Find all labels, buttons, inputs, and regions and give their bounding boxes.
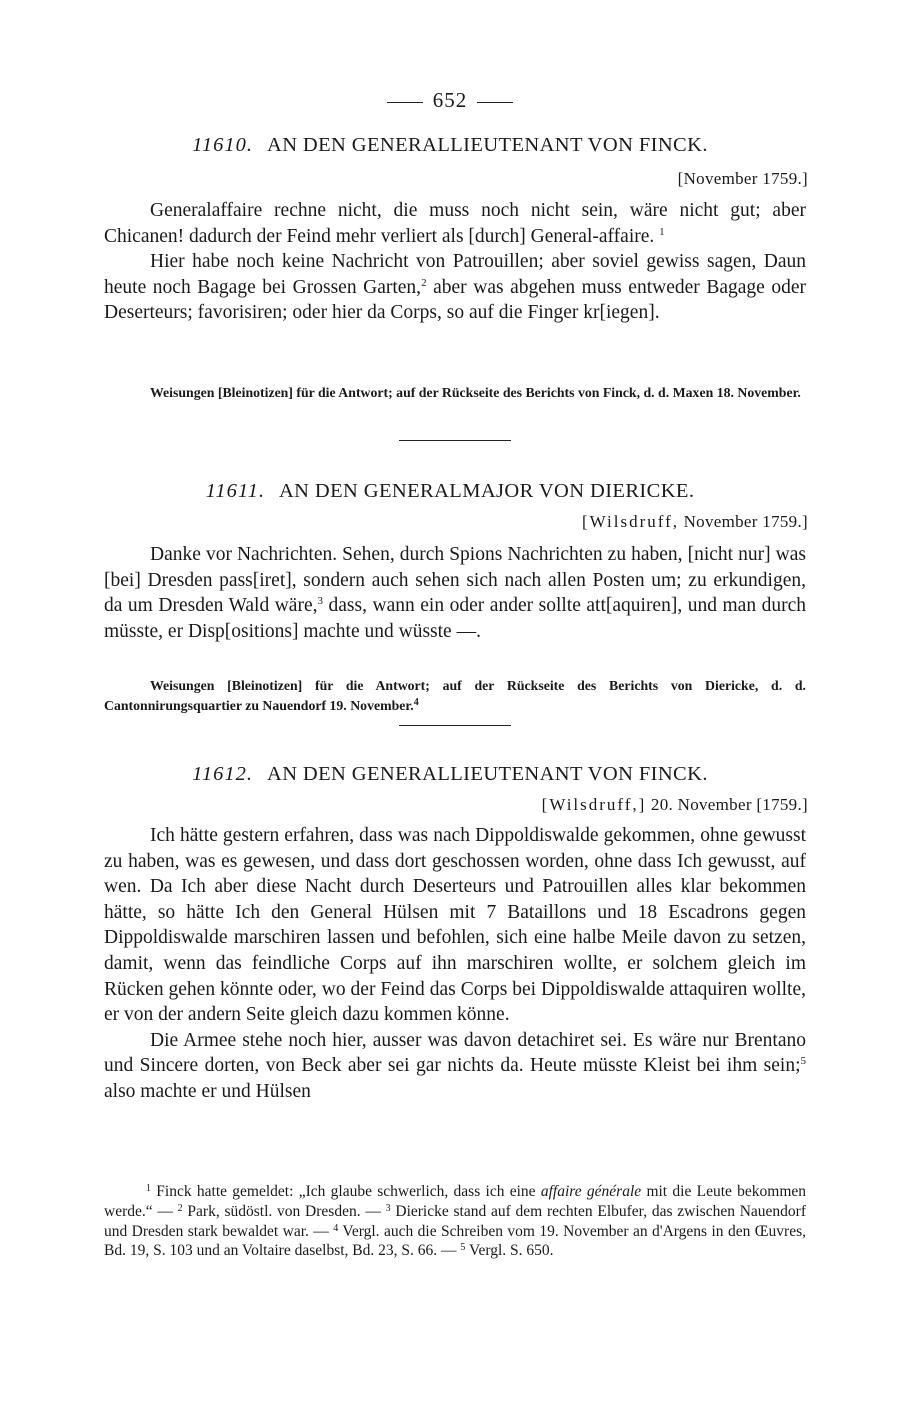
- footnote-italic: affaire générale: [540, 1183, 642, 1200]
- letter-body-11612: [104, 823, 806, 1105]
- footnote-text: Finck hatte gemeldet: „Ich glaube schwerlich, dass ich eine: [156, 1183, 536, 1200]
- footnote-text: Vergl. auch die Schreiben vom 19. November an d'Argens in den Œuvres, Bd. 19, S. 103 und an Voltaire daselbst, Bd. 23, S. 66. —: [104, 1222, 806, 1260]
- footnote-mark: 5: [800, 1055, 806, 1068]
- letter-body-11611: [104, 542, 806, 644]
- letter-number: 11612.: [192, 763, 253, 785]
- footnote-number: 3: [385, 1202, 391, 1214]
- footnote-number: 5: [460, 1242, 466, 1254]
- paragraph-text: Hier habe noch keine Nachricht von Patrouillen; aber soviel gewiss sagen, Daun heute noch Bagage bei Grossen Garten,: [104, 251, 806, 298]
- letter-heading-11612: [0, 763, 900, 786]
- dateline-11610: [November 1759.]: [677, 169, 808, 188]
- letter-number: 11610.: [192, 134, 253, 156]
- dateline-place: [Wilsdruff,: [582, 512, 680, 531]
- footnote-text: Park, südöstl. von Dresden. —: [187, 1202, 381, 1220]
- footnote-mark: 4: [413, 697, 419, 708]
- paragraph-text: aber was abgehen muss entweder Bagage oder Deserteurs; favorisiren; oder hier da Corps, so auf die Finger kr[iegen].: [104, 276, 806, 324]
- paragraph: [104, 249, 806, 326]
- letter-body-11610: [104, 198, 806, 326]
- note-text: Weisungen [Bleinotizen] für die Antwort; auf der Rückseite des Berichts von Finck, d. d. Maxen 18. November.: [150, 385, 801, 400]
- footnote-text: mit die Leute bekommen werde.“ —: [104, 1183, 807, 1220]
- paragraph-text: Danke vor Nachrichten. Sehen, durch Spions Nachrichten zu haben, [nicht nur] was [bei] Dresden pass[iret], sondern auch sehen sich nach allen Posten um; zu erkundigen, da um Dresden Wald wäre,: [104, 544, 806, 617]
- dateline-11612: [542, 795, 808, 815]
- section-rule: [399, 725, 511, 726]
- footnote-mark: 1: [659, 225, 665, 238]
- letter-title: AN DEN GENERALLIEUTENANT VON FINCK.: [267, 134, 708, 156]
- section-rule: [399, 440, 511, 441]
- dash-left: [387, 102, 423, 103]
- footnote-text: Vergl. S. 650.: [468, 1242, 554, 1260]
- dash-right: [477, 102, 513, 103]
- footnote-number: 1: [146, 1183, 151, 1194]
- paragraph-text: dass, wann ein oder ander sollte att[aquiren], und man durch müsste, er Disp[ositions] machte und wüsste —.: [104, 595, 807, 642]
- paragraph: [104, 542, 806, 644]
- footnote-mark: 3: [317, 595, 323, 608]
- footnote-number: 4: [333, 1222, 339, 1234]
- dateline-place: [Wilsdruff,]: [541, 795, 647, 814]
- paragraph: Ich hätte gestern erfahren, dass was nach Dippoldiswalde gekommen, ohne gewusst zu haben, was es gewesen, und dass dort geschossen worden, ohne dass Ich gewusst, auf wen. Da Ich aber diese Nacht durch Deserteurs und Patrouillen alles klar bekommen hätte, so hätte Ich den General Hülsen mit 7 Bataillons und 18 Escadrons gegen Dippoldiswalde marschiren lassen und befohlen, sich eine halbe Meile davon zu setzen, damit, wenn das feindliche Corps auf ihn marschiren wollte, er solchem gleich im Rücken gehen könnte oder, wo der Feind das Corps bei Dippoldiswalde attaquiren wollte, er von der andern Seite gleich dazu kommen könne.: [104, 825, 806, 1026]
- footnote-mark: 2: [421, 276, 427, 289]
- dateline-date: November 1759.]: [683, 512, 808, 531]
- letter-title: AN DEN GENERALLIEUTENANT VON FINCK.: [267, 763, 708, 785]
- paragraph: [104, 198, 806, 249]
- footnote-text: Diericke stand auf dem rechten Elbufer, das zwischen Nauendorf und Dresden stark bewaldet war. —: [104, 1202, 806, 1240]
- paragraph-text: also machte er und Hülsen: [104, 1080, 311, 1102]
- letter-heading-11610: [0, 134, 900, 157]
- note-text: Weisungen [Bleinotizen] für die Antwort; auf der Rückseite des Berichts von Diericke, d. d. Cantonnirungsquartier zu Nauendorf 19. November.: [104, 678, 806, 713]
- page-number-text: 652: [432, 88, 468, 112]
- letter-title: AN DEN GENERALMAJOR VON DIERICKE.: [278, 480, 695, 502]
- editorial-note-11611: [104, 677, 806, 714]
- footnote-number: 2: [177, 1202, 183, 1214]
- paragraph: [104, 1028, 806, 1105]
- letter-heading-11611: [0, 480, 900, 503]
- editorial-note-11610: [104, 384, 806, 401]
- page-number: [0, 88, 900, 113]
- dateline-date: 20. November [1759.]: [650, 795, 808, 814]
- paragraph-text: Die Armee stehe noch hier, ausser was davon detachiret sei. Es wäre nur Brentano und Sincere dorten, von Beck aber sei gar nichts da. Heute müsste Kleist bei ihm sein;: [104, 1029, 806, 1077]
- footnotes: [104, 1182, 806, 1261]
- footnote-block: [104, 1182, 806, 1261]
- paragraph-text: Generalaffaire rechne nicht, die muss noch nicht sein, wäre nicht gut; aber Chicanen! dadurch der Feind mehr verliert als [durch] General-affaire.: [104, 200, 806, 247]
- dateline-11611: [582, 512, 808, 532]
- letter-number: 11611.: [205, 480, 265, 502]
